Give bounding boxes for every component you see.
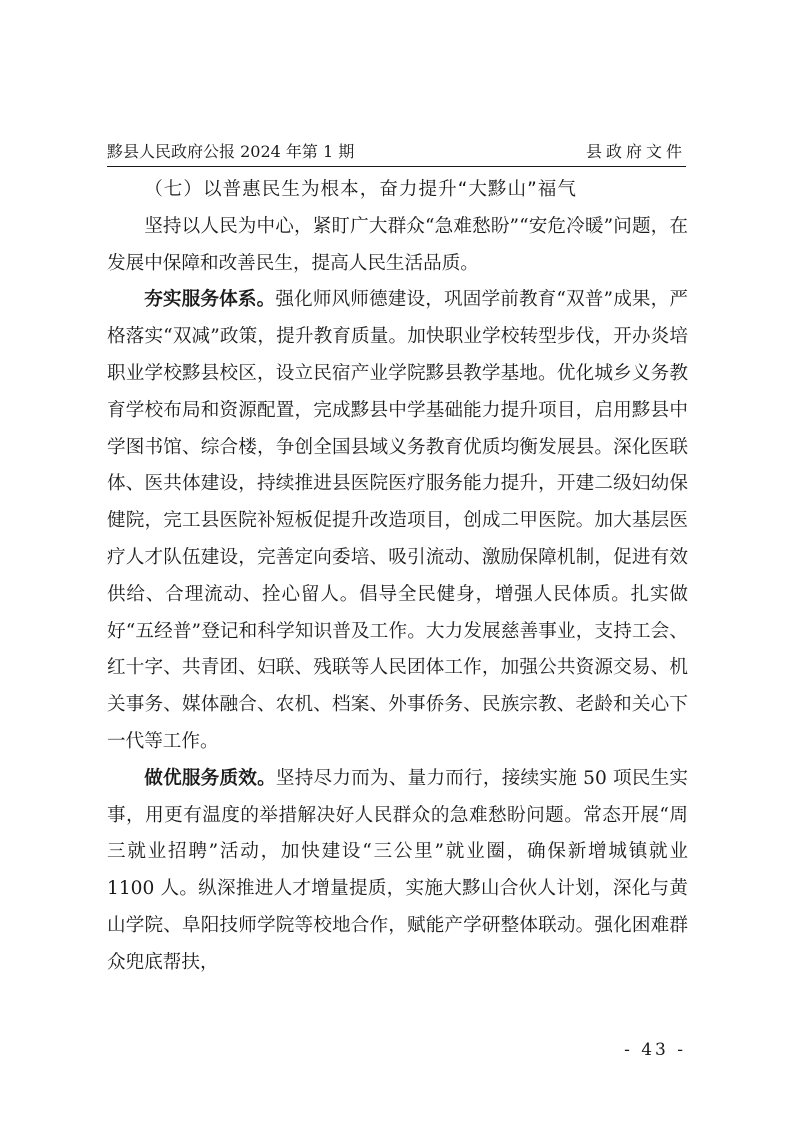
paragraph-lead: 做优服务质效。 [144,767,276,789]
paragraph-text: 坚持以人民为中心，紧盯广大群众“急难愁盼”“安危冷暖”问题，在发展中保障和改善民生，提高人民生活品质。 [107,215,688,274]
running-header [107,140,686,164]
paragraph-lead: 夯实服务体系。 [144,289,276,311]
paragraph-text: 坚持尽力而为、量力而行，接续实施 50 项民生实事，用更有温度的举措解决好人民群众的急难愁盼问题。常态开展“周三就业招聘”活动，加快建设“三公里”就业圈，确保新增城镇就业 1100 人。纵深推进人才增量提质，实施大黟山合伙人计划，深化与黄山学院、阜阳技师学院等校地合作，赋能产学研整体联动。强化困难群众兜底帮扶， [107,767,688,973]
body-paragraph [107,282,688,760]
body-paragraph [107,761,688,982]
bulletin-issue-title: 黟县人民政府公报 2024 年第 1 期 [107,142,355,161]
section-heading: （七）以普惠民生为根本，奋力提升“大黟山”福气 [144,179,577,200]
header-divider [107,166,686,167]
body-paragraph [107,209,688,283]
document-body [107,172,688,982]
document-category: 县政府文件 [585,142,686,161]
paragraph-text: 强化师风师德建设，巩固学前教育“双普”成果，严格落实“双减”政策，提升教育质量。加快职业学校转型步伐，开办炎培职业学校黟县校区，设立民宿产业学院黟县教学基地。优化城乡义务教育学校布局和资源配置，完成黟县中学基础能力提升项目，启用黟县中学图书馆、综合楼，争创全国县域义务教育优质均衡发展县。深化医联体、医共体建设，持续推进县医院医疗服务能力提升，开建二级妇幼保健院，完工县医院补短板促提升改造项目，创成二甲医院。加大基层医疗人才队伍建设，完善定向委培、吸引流动、激励保障机制，促进有效供给、合理流动、拴心留人。倡导全民健身，增强人民体质。扎实做好“五经普”登记和科学知识普及工作。大力发展慈善事业，支持工会、红十字、共青团、妇联、残联等人民团体工作，加强公共资源交易、机关事务、媒体融合、农机、档案、外事侨务、民族宗教、老龄和关心下一代等工作。 [107,289,688,752]
page-number: - 43 - [624,1040,686,1060]
